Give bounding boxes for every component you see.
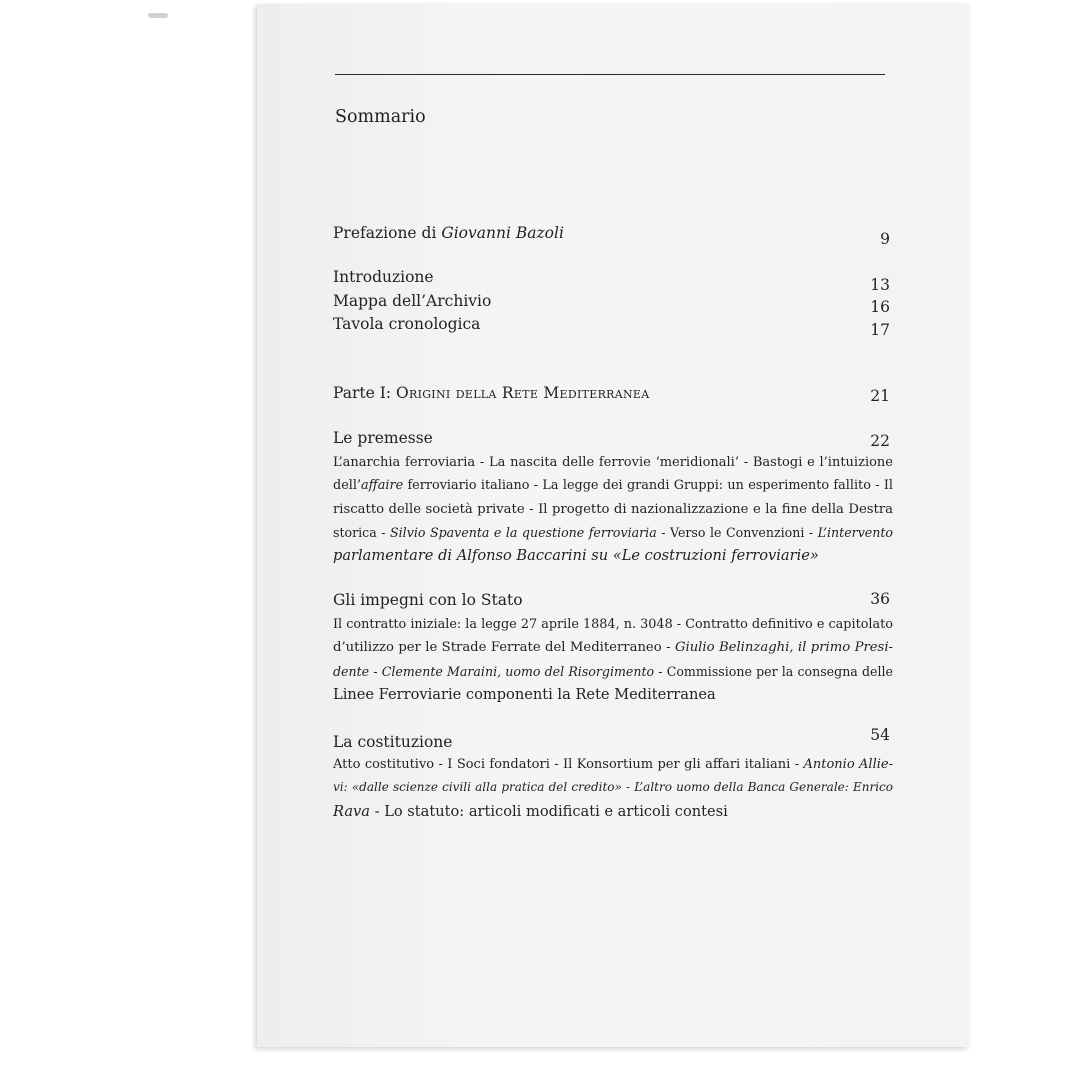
toc-page-number: 17 bbox=[870, 321, 890, 339]
summary-line: Linee Ferroviarie componenti la Rete Mediterranea bbox=[333, 685, 716, 703]
toc-chapter-title: La costituzione bbox=[333, 733, 453, 751]
toc-chapter-summary bbox=[333, 451, 893, 567]
summary-line: vi: «dalle scienze civili alla pratica del credito» - L’altro uomo della Banca Generale: Enrico bbox=[333, 780, 893, 795]
toc-chapter-summary bbox=[333, 753, 893, 823]
summary-line: L’anarchia ferroviaria - La nascita delle ferrovie ‘meridionali’ - Bastogi e l’intuizione bbox=[333, 455, 893, 470]
summary-line: storica - Silvio Spaventa e la questione ferroviaria - Verso le Convenzioni - L’intervento bbox=[333, 524, 894, 540]
toc-page-number: 54 bbox=[870, 726, 890, 744]
page-title: Sommario bbox=[335, 107, 426, 127]
summary-line: d’utilizzo per le Strade Ferrate del Mediterraneo - Giulio Belinzaghi, il primo Presi- bbox=[333, 640, 893, 656]
toc-page-number: 9 bbox=[880, 230, 890, 248]
summary-line: parlamentare di Alfonso Baccarini su «Le costruzioni ferroviarie» bbox=[333, 547, 819, 565]
summary-line: Il contratto iniziale: la legge 27 aprile 1884, n. 3048 - Contratto definitivo e capitolato bbox=[333, 617, 893, 632]
toc-page-number: 21 bbox=[870, 387, 890, 405]
toc-chapter-title: Gli impegni con lo Stato bbox=[333, 591, 523, 609]
toc-chapter-title: Le premesse bbox=[333, 429, 433, 447]
summary-line: Rava - Lo statuto: articoli modificati e articoli contesi bbox=[333, 802, 728, 820]
toc-entry-label: Tavola cronologica bbox=[333, 315, 481, 333]
background-smudge bbox=[148, 13, 168, 18]
toc-page-number: 16 bbox=[870, 298, 890, 316]
summary-line: riscatto delle società private - Il progetto di nazionalizzazione e la fine della Destra bbox=[333, 501, 893, 517]
toc-entry-label: Mappa dell’Archivio bbox=[333, 292, 492, 310]
toc-page-number: 22 bbox=[870, 432, 890, 450]
summary-line: dell’affaire ferroviario italiano - La legge dei grandi Gruppi: un esperimento fallito - Il bbox=[333, 478, 893, 494]
toc-entry-label: Introduzione bbox=[333, 268, 434, 286]
summary-line: Atto costitutivo - I Soci fondatori - Il Konsortium per gli affari italiani - Antonio Allie- bbox=[333, 757, 893, 772]
toc-part-label: Parte I: Origini della Rete Mediterranea bbox=[333, 384, 650, 402]
toc-chapter-summary bbox=[333, 613, 893, 706]
header-rule bbox=[335, 74, 885, 75]
toc-page-number: 36 bbox=[870, 590, 890, 608]
summary-line: dente - Clemente Maraini, uomo del Risorgimento - Commissione per la consegna delle bbox=[333, 663, 893, 679]
toc-entry-label: Prefazione di Giovanni Bazoli bbox=[333, 224, 564, 242]
toc-page-number: 13 bbox=[870, 276, 890, 294]
